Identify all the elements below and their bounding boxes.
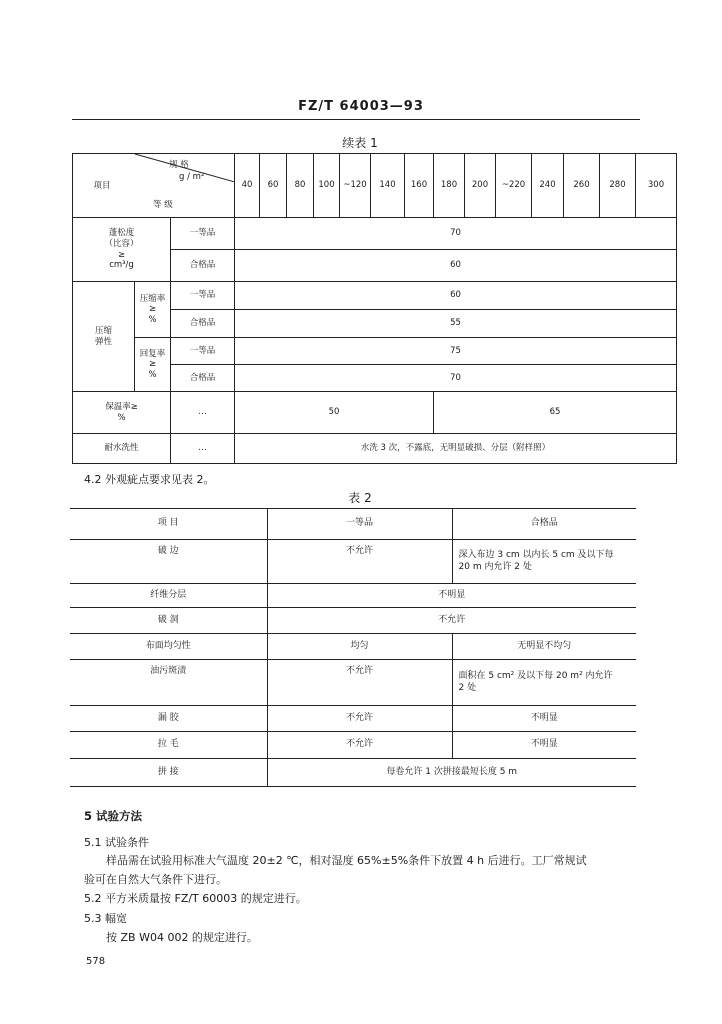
compress-label: 压缩率 ≥ % — [135, 282, 171, 338]
spec-220: ~220 — [496, 154, 532, 218]
wash-grade: … — [171, 434, 235, 464]
compress-first-grade: 一等品 — [171, 282, 235, 310]
compress-qualified-grade: 合格品 — [171, 310, 235, 338]
table2-row-qualified: 不明显 — [452, 706, 636, 732]
bulk-qualified-grade: 合格品 — [171, 250, 235, 282]
recover-qualified-value: 70 — [235, 365, 677, 392]
section-5-3-text: 按 ZB W04 002 的规定进行。 — [106, 931, 258, 944]
table1-corner-cell — [73, 154, 235, 218]
spec-280: 280 — [600, 154, 636, 218]
header-rule — [72, 119, 640, 120]
table2-row-merged: 不允许 — [267, 608, 636, 634]
spec-120: ~120 — [340, 154, 371, 218]
table2-row-item: 油污斑渍 — [70, 660, 267, 706]
table2-header-first: 一等品 — [267, 509, 452, 540]
table2-row-first: 不允许 — [267, 540, 452, 584]
warmth-label: 保温率≥ % — [73, 392, 171, 434]
table2-row-first: 均匀 — [267, 634, 452, 660]
table1-caption: 续表 1 — [342, 136, 378, 150]
warmth-grade: … — [171, 392, 235, 434]
elastic-label: 压缩 弹性 — [73, 282, 135, 392]
standard-number: FZ/T 64003—93 — [298, 99, 424, 114]
table2-row-first: 不允许 — [267, 660, 452, 706]
table2-row-first: 不允许 — [267, 706, 452, 732]
table2-header-qualified: 合格品 — [452, 509, 636, 540]
bulk-qualified-value: 60 — [235, 250, 677, 282]
spec-80: 80 — [287, 154, 314, 218]
compress-qualified-value: 55 — [235, 310, 677, 338]
table1-row-label: 项目 — [93, 181, 111, 191]
wash-label: 耐水洗性 — [73, 434, 171, 464]
recover-qualified-grade: 合格品 — [171, 365, 235, 392]
spec-260: 260 — [564, 154, 600, 218]
spec-140: 140 — [371, 154, 405, 218]
table2-row-item: 破 边 — [70, 540, 267, 584]
spec-100: 100 — [314, 154, 340, 218]
table2-row-merged: 不明显 — [267, 584, 636, 608]
recover-first-grade: 一等品 — [171, 338, 235, 365]
recover-first-value: 75 — [235, 338, 677, 365]
warmth-value-b: 65 — [434, 392, 677, 434]
table2-header-item: 项 目 — [70, 509, 267, 540]
table2 — [70, 508, 636, 787]
bulk-first-grade: 一等品 — [171, 218, 235, 250]
spec-180: 180 — [434, 154, 465, 218]
table2-row-qualified: 无明显不均匀 — [452, 634, 636, 660]
table1-unit: g / m² — [179, 172, 205, 182]
table2-row-first: 不允许 — [267, 732, 452, 759]
table2-row-item: 漏 胶 — [70, 706, 267, 732]
wash-value: 水洗 3 次，不露底，无明显破损、分层（附样照） — [235, 434, 677, 464]
section-5-title: 5 试验方法 — [84, 809, 143, 823]
section-5-1-line2: 验可在自然大气条件下进行。 — [84, 873, 227, 886]
table2-row-qualified: 深入布边 3 cm 以内长 5 cm 及以下每 20 m 内允许 2 处 — [452, 540, 636, 584]
table1-grade-label: 等 级 — [153, 200, 173, 210]
section-5-1-line1: 样品需在试验用标准大气温度 20±2 ℃，相对湿度 65%±5%条件下放置 4 h 后进行。工厂常规试 — [106, 854, 587, 867]
section-5-1-title: 5.1 试验条件 — [84, 836, 149, 849]
section-5-3-title: 5.3 幅宽 — [84, 912, 127, 925]
spec-240: 240 — [532, 154, 564, 218]
bulk-first-value: 70 — [235, 218, 677, 250]
spec-300: 300 — [636, 154, 677, 218]
table2-row-item: 拉 毛 — [70, 732, 267, 759]
spec-160: 160 — [405, 154, 434, 218]
compress-first-value: 60 — [235, 282, 677, 310]
table2-caption: 表 2 — [348, 491, 372, 505]
spec-200: 200 — [465, 154, 496, 218]
spec-60: 60 — [260, 154, 287, 218]
page-number: 578 — [86, 956, 106, 967]
table2-row-merged: 每卷允许 1 次拼接最短长度 5 m — [267, 759, 636, 787]
table2-row-item: 布面均匀性 — [70, 634, 267, 660]
table1-spec-label: 规 格 — [169, 160, 189, 170]
warmth-value-a: 50 — [235, 392, 434, 434]
bulk-label: 蓬松度 （比容） ≥ cm³/g — [73, 218, 171, 282]
table2-row-item: 拼 接 — [70, 759, 267, 787]
section-4-2: 4.2 外观疵点要求见表 2。 — [84, 473, 215, 486]
table2-row-item: 纤维分层 — [70, 584, 267, 608]
table2-row-item: 破 洞 — [70, 608, 267, 634]
table2-row-qualified: 面积在 5 cm² 及以下每 20 m² 内允许 2 处 — [452, 660, 636, 706]
section-5-2: 5.2 平方米质量按 FZ/T 60003 的规定进行。 — [84, 892, 307, 905]
table1 — [72, 153, 677, 464]
table2-row-qualified: 不明显 — [452, 732, 636, 759]
spec-40: 40 — [235, 154, 260, 218]
recover-label: 回复率 ≥ % — [135, 338, 171, 392]
